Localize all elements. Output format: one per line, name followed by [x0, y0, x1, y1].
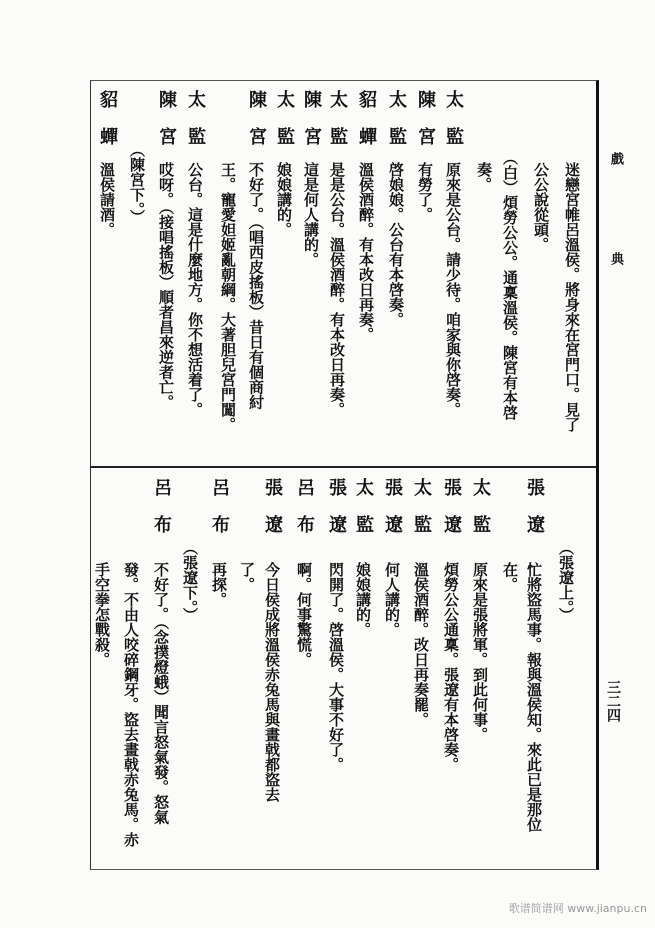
speaker-name: 張遼	[326, 478, 347, 552]
speaker-name: 太監	[411, 478, 432, 552]
dialogue-text: 忙將盜馬事。報與溫侯知。來此已是那位	[525, 562, 543, 832]
dialogue-text: 是是公台。溫侯酒醉。有本改日再奏。	[328, 162, 346, 417]
dialogue-text: 迷戀宮帷呂溫侯。將身來在宮門口。見了	[563, 162, 581, 432]
dialogue-text: 發。不由人咬碎鋼牙。盜去畫戟赤兔馬。赤	[122, 562, 140, 847]
speaker-name: 陳宮	[246, 90, 267, 164]
page-number: 三二四	[605, 680, 621, 722]
speaker-name: 張遼	[262, 478, 283, 552]
speaker-name: 太監	[353, 478, 374, 552]
dialogue-text: 再探。	[210, 562, 228, 607]
dialogue-text: 何人講的。	[383, 562, 401, 637]
speaker-name: 太監	[443, 90, 464, 164]
dialogue-text: 公台。這是什麼地方。你不想活着了。	[186, 162, 204, 417]
book-title-char-2: 典	[608, 252, 623, 265]
speaker-name: 太監	[185, 90, 206, 164]
dialogue-text: 奏。	[475, 162, 493, 192]
dialogue-text: 不好了。（念撲燈蛾）聞言怒氣發。怒氣	[152, 562, 170, 825]
section-divider	[90, 466, 597, 468]
speaker-name: 張遼	[524, 478, 545, 552]
dialogue-text: 不好了。（唱西皮搖板）昔日有個商紂	[247, 162, 265, 410]
dialogue-text: 溫侯酒醉。改日再奏罷。	[412, 562, 430, 727]
dialogue-text: 今日侯成將溫侯赤兔馬與畫戟都盜去	[263, 562, 281, 802]
speaker-name: 呂布	[151, 478, 172, 552]
dialogue-text: 公公說從頭。	[532, 162, 550, 252]
dialogue-text: （張遼下。）	[181, 540, 199, 623]
dialogue-text: 原來是張將軍。到此何事。	[471, 562, 489, 742]
dialogue-text: 有勞了。	[416, 162, 434, 222]
watermark: 歌谱简谱网 www.jianpu.cn	[508, 902, 647, 915]
dialogue-text: 閃開了。啓溫侯。大事不好了。	[327, 562, 345, 772]
speaker-name: 呂布	[209, 478, 230, 552]
speaker-name: 呂布	[294, 478, 315, 552]
dialogue-text: （張遼上。）	[557, 540, 575, 623]
dialogue-text: 啓娘娘。公台有本啓奏。	[387, 162, 405, 327]
speaker-name: 陳宮	[415, 90, 436, 164]
dialogue-text: 溫侯請酒。	[98, 162, 116, 237]
speaker-name: 陳宮	[301, 90, 322, 164]
speaker-name: 太監	[327, 90, 348, 164]
speaker-name: 張遼	[441, 478, 462, 552]
speaker-name: 太監	[470, 478, 491, 552]
speaker-name: 太監	[386, 90, 407, 164]
dialogue-text: 娘娘講的。	[354, 562, 372, 637]
dialogue-text: 王。寵愛妲姬亂朝綱。大著胆兒宮門闖。	[219, 162, 237, 432]
dialogue-text: 手空拳怎戰殺。	[93, 562, 111, 667]
speaker-name: 陳宮	[156, 90, 177, 164]
dialogue-text: （白）煩勞公公。通稟溫侯。陳宮有本啓	[501, 150, 519, 420]
speaker-name: 貂蟬	[356, 90, 377, 164]
dialogue-text: 娘娘講的。	[275, 162, 293, 237]
dialogue-text: 在。	[501, 562, 519, 592]
dialogue-text: 哎呀。（接唱搖板）順者昌來逆者亡。	[157, 162, 175, 410]
dialogue-text: 這是何人講的。	[302, 162, 320, 267]
dialogue-text: 原來是公台。請少待。咱家與你啓奏。	[444, 162, 462, 417]
speaker-name: 太監	[274, 90, 295, 164]
speaker-name: 張遼	[382, 478, 403, 552]
dialogue-text: （陳宮下。）	[128, 142, 146, 225]
book-title-char-1: 戲	[608, 152, 623, 165]
speaker-name: 貂蟬	[97, 90, 118, 164]
dialogue-text: 啊。何事驚慌。	[295, 562, 313, 667]
dialogue-text: 煩勞公公通稟。張遼有本啓奏。	[442, 562, 460, 772]
dialogue-text: 溫侯酒醉。有本改日再奏。	[357, 162, 375, 342]
dialogue-text: 了。	[238, 562, 256, 592]
